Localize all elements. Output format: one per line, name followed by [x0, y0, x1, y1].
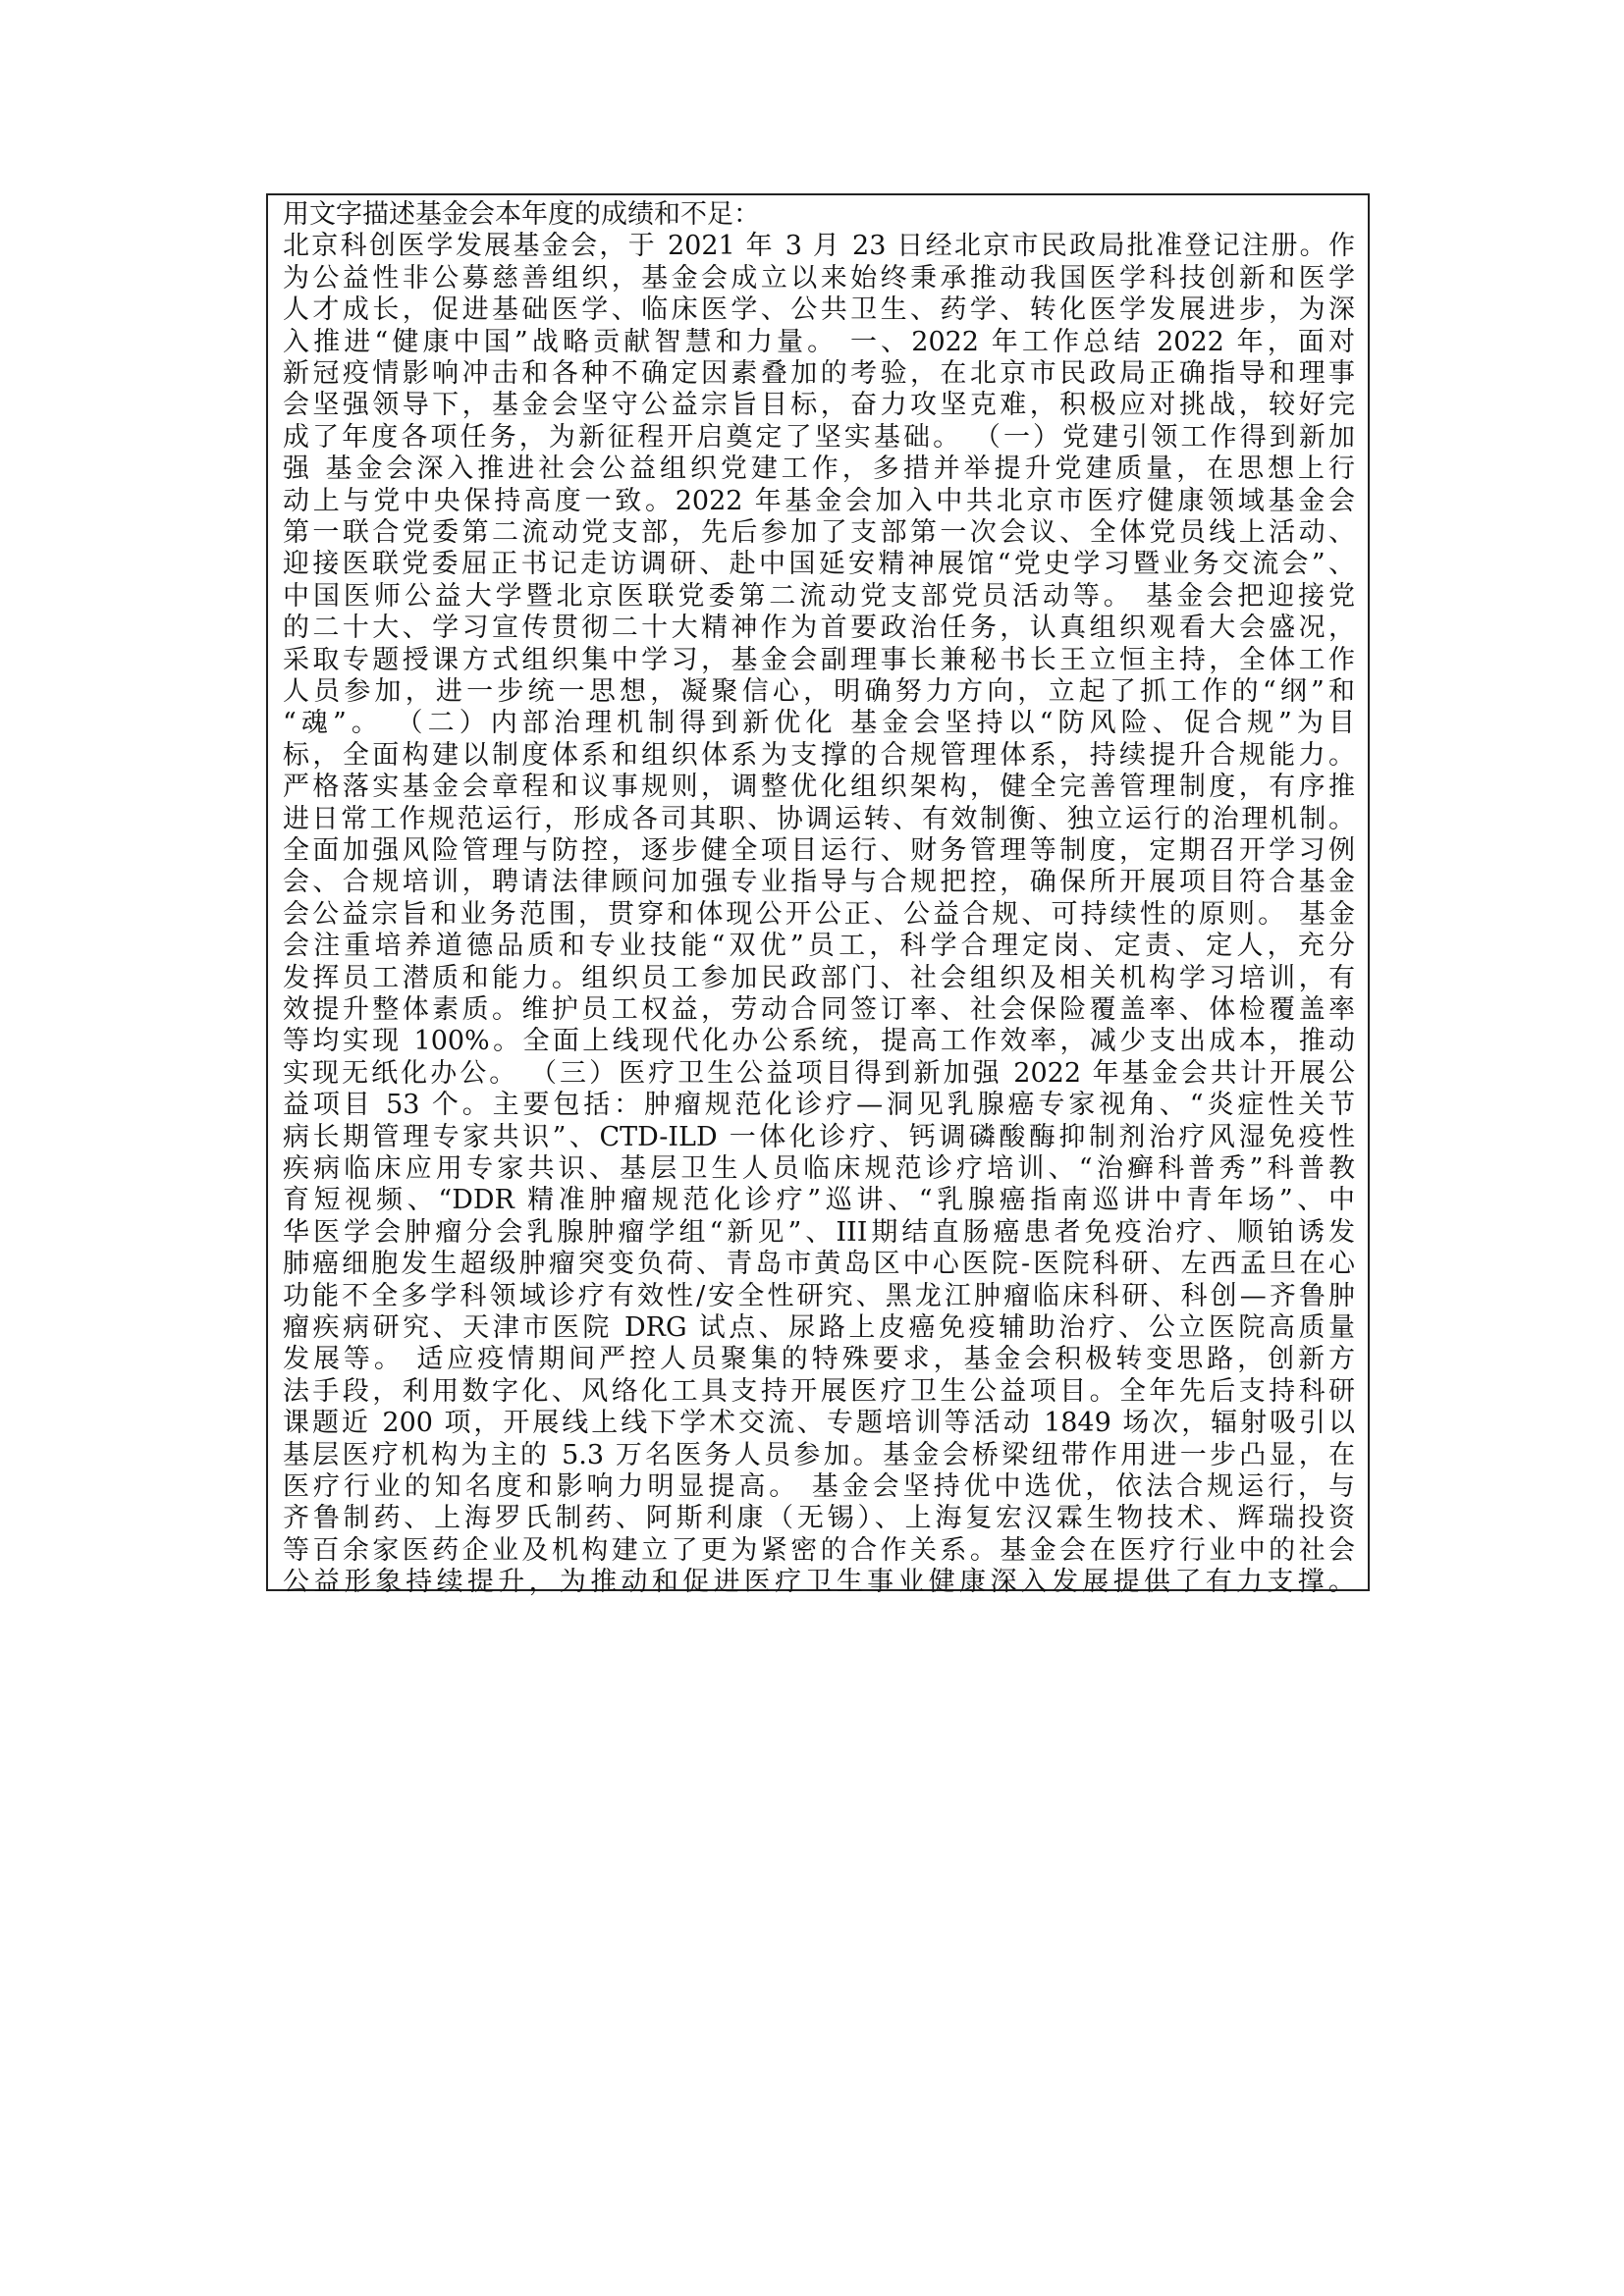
- report-line: 医疗行业的知名度和影响力明显提高。 基金会坚持优中选优，依法合规运行，与: [283, 1471, 1355, 1502]
- report-line: 采取专题授课方式组织集中学习，基金会副理事长兼秘书长王立恒主持，全体工作: [283, 644, 1355, 675]
- report-line: 强 基金会深入推进社会公益组织党建工作，多措并举提升党建质量，在思想上行: [283, 454, 1355, 485]
- report-line: 发挥员工潜质和能力。组织员工参加民政部门、社会组织及相关机构学习培训，有: [283, 962, 1355, 993]
- report-line: 北京科创医学发展基金会，于 2021 年 3 月 23 日经北京市民政局批准登记注册。作: [283, 231, 1355, 262]
- report-line: 公益形象持续提升，为推动和促进医疗卫生事业健康深入发展提供了有力支撑。: [283, 1567, 1355, 1598]
- report-line: 发展等。 适应疫情期间严控人员聚集的特殊要求，基金会积极转变思路，创新方: [283, 1344, 1355, 1375]
- report-line: 动上与党中央保持高度一致。2022 年基金会加入中共北京市医疗健康领域基金会: [283, 485, 1355, 516]
- report-line: 等百余家医药企业及机构建立了更为紧密的合作关系。基金会在医疗行业中的社会: [283, 1534, 1355, 1566]
- report-line: 为公益性非公募慈善组织，基金会成立以来始终秉承推动我国医学科技创新和医学: [283, 262, 1355, 294]
- report-line: 全面加强风险管理与防控，逐步健全项目运行、财务管理等制度，定期召开学习例: [283, 835, 1355, 866]
- report-line: 标，全面构建以制度体系和组织体系为支撑的合规管理体系，持续提升合规能力。: [283, 739, 1355, 771]
- report-text-box: [266, 193, 1370, 1598]
- report-line: 进日常工作规范运行，形成各司其职、协调运转、有效制衡、独立运行的治理机制。: [283, 803, 1355, 834]
- report-line: 严格落实基金会章程和议事规则，调整优化组织架构，健全完善管理制度，有序推: [283, 772, 1355, 803]
- report-line: 益项目 53 个。主要包括：肿瘤规范化诊疗—洞见乳腺癌专家视角、“炎症性关节: [283, 1090, 1355, 1121]
- report-line: 人员参加，进一步统一思想，凝聚信心，明确努力方向，立起了抓工作的“纲”和: [283, 676, 1355, 707]
- report-line: 课题近 200 项，开展线上线下学术交流、专题培训等活动 1849 场次，辐射吸引以: [283, 1408, 1355, 1439]
- report-line: 等均实现 100%。全面上线现代化办公系统，提高工作效率，减少支出成本，推动: [283, 1026, 1355, 1057]
- report-line: 肺癌细胞发生超级肿瘤突变负荷、青岛市黄岛区中心医院-医院科研、左西孟旦在心: [283, 1249, 1355, 1280]
- report-line: 会、合规培训，聘请法律顾问加强专业指导与合规把控，确保所开展项目符合基金: [283, 867, 1355, 898]
- report-line: 迎接医联党委屈正书记走访调研、赴中国延安精神展馆“党史学习暨业务交流会”、: [283, 549, 1355, 580]
- report-heading: 用文字描述基金会本年度的成绩和不足：: [283, 199, 760, 230]
- report-line: 法手段，利用数字化、风络化工具支持开展医疗卫生公益项目。全年先后支持科研: [283, 1375, 1355, 1407]
- report-line: 人才成长，促进基础医学、临床医学、公共卫生、药学、转化医学发展进步，为深: [283, 294, 1355, 326]
- report-line: 育短视频、“DDR 精准肿瘤规范化诊疗”巡讲、“乳腺癌指南巡讲中青年场”、中: [283, 1185, 1355, 1216]
- report-line: 瘤疾病研究、天津市医院 DRG 试点、尿路上皮癌免疫辅助治疗、公立医院高质量: [283, 1312, 1355, 1343]
- report-line: 入推进“健康中国”战略贡献智慧和力量。 一、2022 年工作总结 2022 年，面对: [283, 326, 1355, 357]
- report-line: 华医学会肿瘤分会乳腺肿瘤学组“新见”、III期结直肠癌患者免疫治疗、顺铂诱发: [283, 1216, 1355, 1248]
- report-line: 基层医疗机构为主的 5.3 万名医务人员参加。基金会桥梁纽带作用进一步凸显，在: [283, 1439, 1355, 1470]
- report-line: 会注重培养道德品质和专业技能“双优”员工，科学合理定岗、定责、定人，充分: [283, 931, 1355, 962]
- report-line: 功能不全多学科领域诊疗有效性/安全性研究、黑龙江肿瘤临床科研、科创—齐鲁肿: [283, 1280, 1355, 1311]
- report-line: 效提升整体素质。维护员工权益，劳动合同签订率、社会保险覆盖率、体检覆盖率: [283, 994, 1355, 1025]
- report-line: 第一联合党委第二流动党支部，先后参加了支部第一次会议、全体党员线上活动、: [283, 517, 1355, 548]
- report-line: 会坚强领导下，基金会坚守公益宗旨目标，奋力攻坚克难，积极应对挑战，较好完: [283, 390, 1355, 421]
- report-line: 的二十大、学习宣传贯彻二十大精神作为首要政治任务，认真组织观看大会盛况，: [283, 613, 1355, 644]
- report-line: 新冠疫情影响冲击和各种不确定因素叠加的考验，在北京市民政局正确指导和理事: [283, 358, 1355, 389]
- report-line: 中国医师公益大学暨北京医联党委第二流动党支部党员活动等。 基金会把迎接党: [283, 580, 1355, 612]
- report-line: 齐鲁制药、上海罗氏制药、阿斯利康（无锡）、上海复宏汉霖生物技术、辉瑞投资: [283, 1503, 1355, 1534]
- report-line: 病长期管理专家共识”、CTD-ILD 一体化诊疗、钙调磷酸酶抑制剂治疗风湿免疫性: [283, 1121, 1355, 1152]
- report-line: 疾病临床应用专家共识、基层卫生人员临床规范诊疗培训、“治癣科普秀”科普教: [283, 1153, 1355, 1184]
- report-line: 成了年度各项任务，为新征程开启奠定了坚实基础。 （一）党建引领工作得到新加: [283, 421, 1355, 453]
- report-line: 实现无纸化办公。 （三）医疗卫生公益项目得到新加强 2022 年基金会共计开展公: [283, 1057, 1355, 1089]
- report-line: “魂”。 （二）内部治理机制得到新优化 基金会坚持以“防风险、促合规”为目: [283, 708, 1355, 739]
- report-line: 会公益宗旨和业务范围，贯穿和体现公开公正、公益合规、可持续性的原则。 基金: [283, 898, 1355, 930]
